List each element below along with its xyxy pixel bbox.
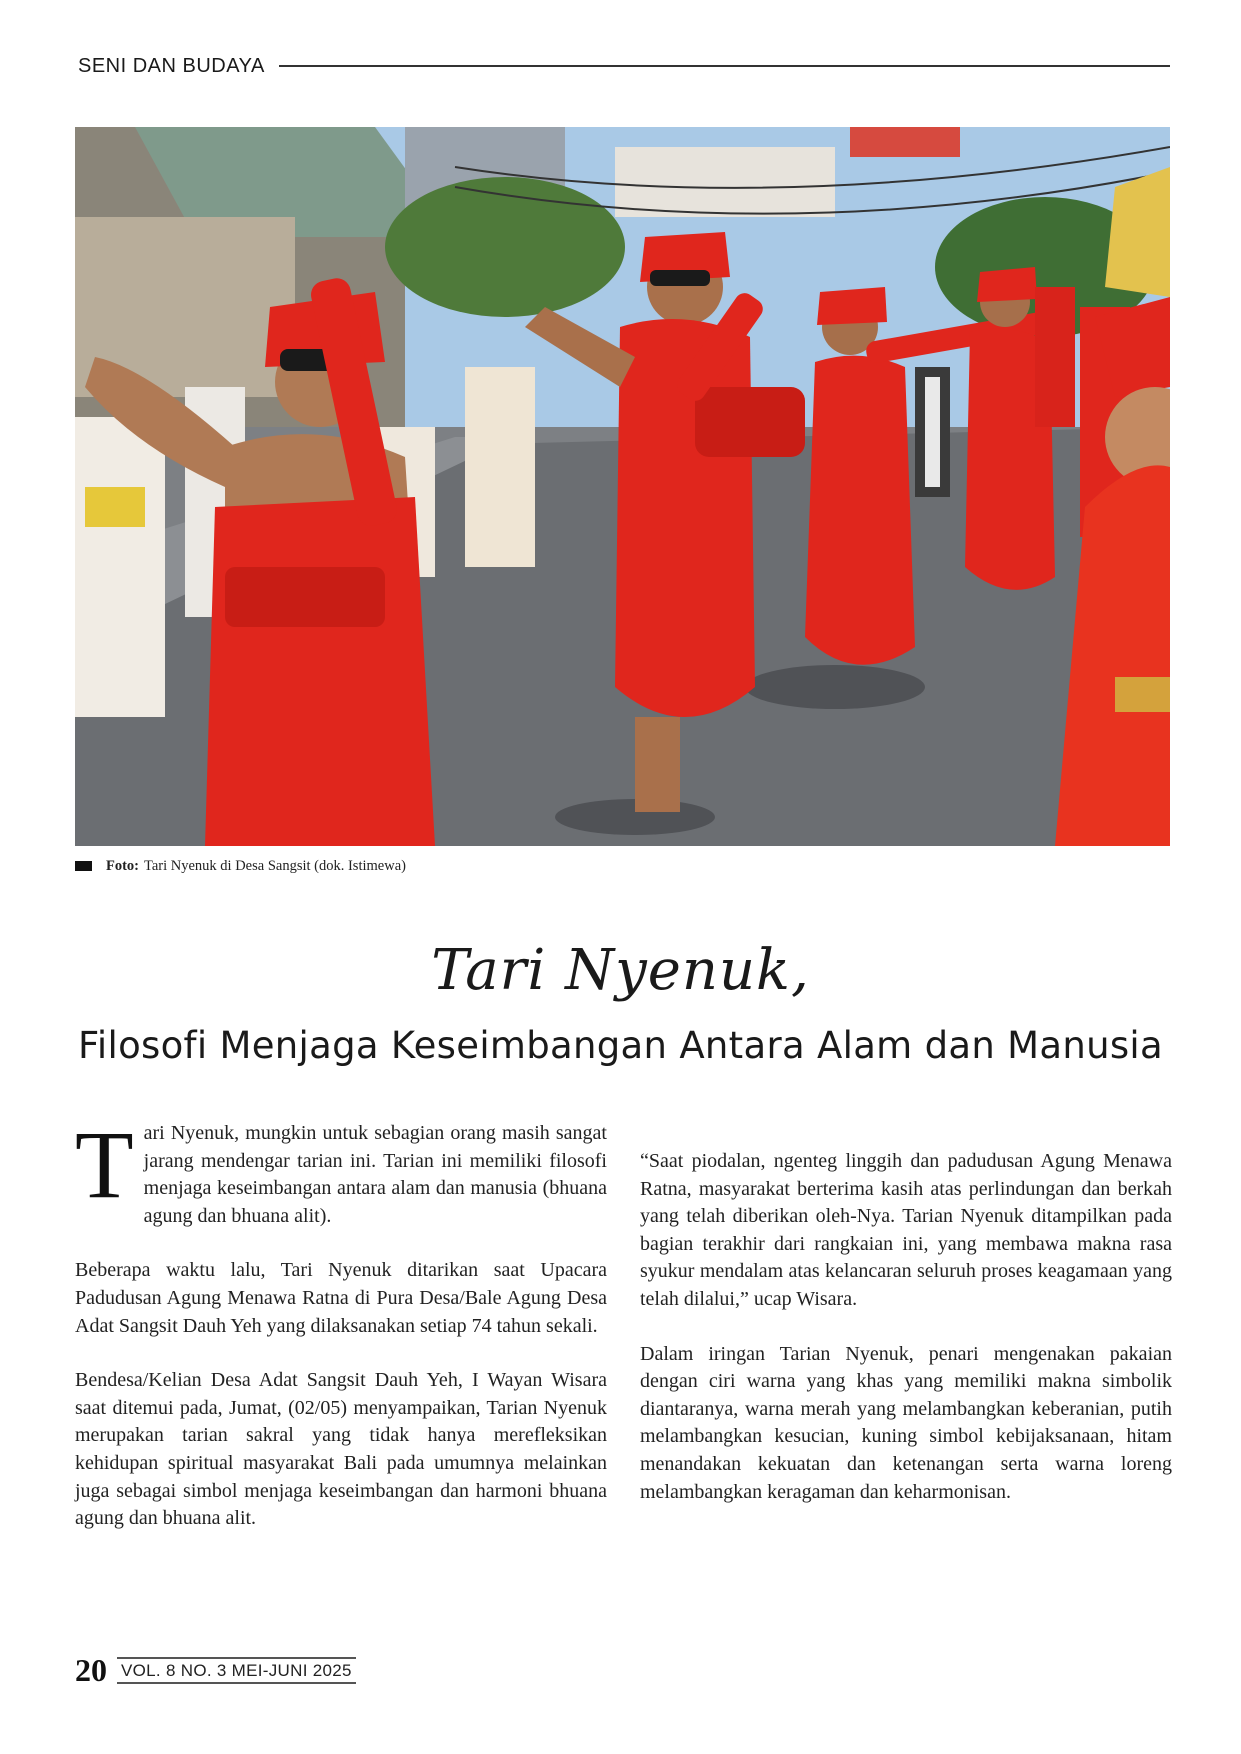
caption-text: Tari Nyenuk di Desa Sangsit (dok. Istimewa) (144, 857, 406, 874)
right-column (640, 1148, 1172, 1533)
article-subtitle: Filosofi Menjaga Keseimbangan Antara Alam dan Manusia (78, 1024, 1163, 1067)
page-number: 20 (75, 1651, 107, 1688)
page-footer (75, 1650, 356, 1690)
paragraph: “Saat piodalan, ngenteg linggih dan padudusan Agung Menawa Ratna, masyarakat berterima kasih atas perlindungan dan berkah yang telah diberikan oleh-Nya. Tarian Nyenuk ditampilkan pada bagian terakhir dari rangkaian ini, yang membawa makna rasa syukur mendalam atas kelancaran seluruh proses keagamaan yang telah dilalui,” ucap Wisara. (640, 1150, 1172, 1310)
caption-marker (75, 861, 92, 871)
photo-caption (75, 856, 406, 876)
section-header (78, 54, 1170, 78)
paragraph-text: ari Nyenuk, mungkin untuk sebagian orang masih sangat jarang mendengar tarian ini. Tarian ini memiliki filosofi menjaga keseimbangan antara alam dan manusia (bhuana agung dan bhuana alit). (143, 1122, 607, 1227)
left-column (75, 1111, 607, 1560)
paragraph: Bendesa/Kelian Desa Adat Sangsit Dauh Yeh, I Wayan Wisara saat ditemui pada, Jumat, (02/05) menyampaikan, Tarian Nyenuk merupakan tarian sakral yang tidak hanya merefleksikan kehidupan spiritual masyarakat Bali pada umumnya melainkan juga sebagai simbol menjaga keseimbangan dan harmoni bhuana agung dan bhuana alit. (75, 1369, 607, 1530)
paragraph: Dalam iringan Tarian Nyenuk, penari mengenakan pakaian dengan ciri warna yang khas yang memiliki makna simbolik diantaranya, warna merah yang melambangkan keberanian, putih melambangkan kesucian, kuning simbol kebijaksanaan, hitam menandakan kekuatan dan ketenangan serta warna loreng melambangkan keragaman dan keharmonisan. (640, 1342, 1172, 1503)
paragraph (75, 1111, 607, 1230)
drop-cap: T (75, 1111, 134, 1218)
section-rule (279, 65, 1170, 67)
issue-info: VOL. 8 NO. 3 MEI-JUNI 2025 (117, 1657, 356, 1684)
article-title: Tari Nyenuk, (431, 938, 810, 1003)
article-photo (75, 127, 1170, 846)
section-label: SENI DAN BUDAYA (78, 54, 265, 77)
caption-prefix: Foto: (106, 857, 140, 874)
paragraph: Beberapa waktu lalu, Tari Nyenuk ditarikan saat Upacara Padudusan Agung Menawa Ratna di Pura Desa/Bale Agung Desa Adat Sangsit Dauh Yeh yang dilaksanakan setiap 74 tahun sekali. (75, 1259, 607, 1337)
procession-illustration (75, 127, 1170, 846)
